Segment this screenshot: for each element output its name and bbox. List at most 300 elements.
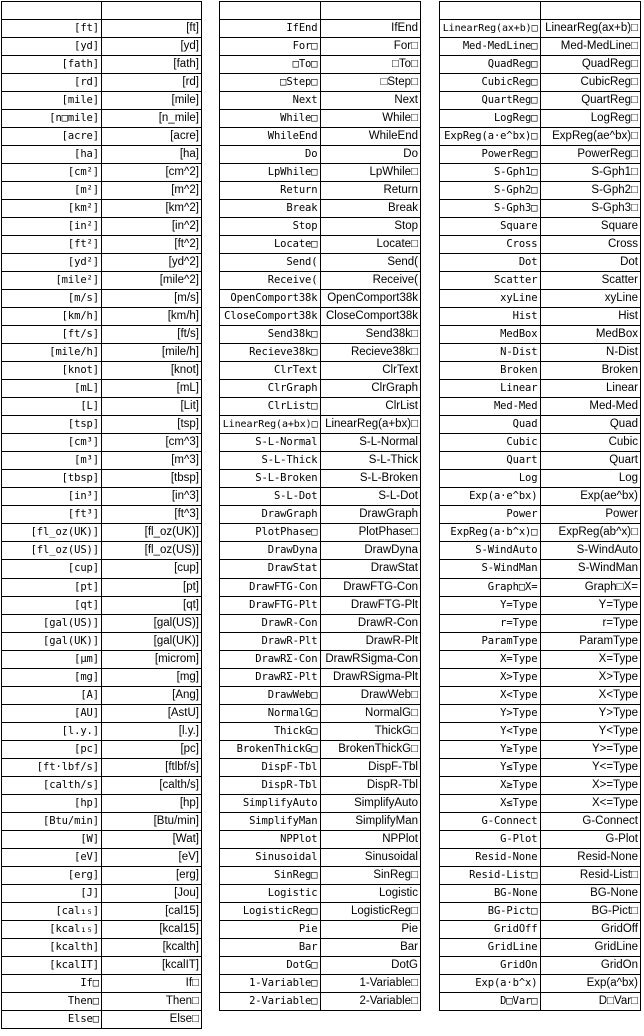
table-row <box>220 956 421 974</box>
token-cell: DispF-Tbl <box>220 758 321 776</box>
table-row <box>220 722 421 740</box>
text-cell: [Wat] <box>102 830 202 848</box>
text-cell: Send( <box>320 254 421 272</box>
table-row <box>220 452 421 470</box>
token-cell: [mg] <box>2 668 102 686</box>
table-row <box>220 938 421 956</box>
text-cell: □Step□ <box>320 74 421 92</box>
table-row <box>220 56 421 74</box>
table-row <box>220 326 421 344</box>
token-cell: Dot <box>440 254 541 272</box>
text-cell: [yd] <box>102 38 202 56</box>
table-row <box>220 506 421 524</box>
text-cell: Recieve38k□ <box>320 344 421 362</box>
table-row <box>440 956 641 974</box>
token-cell: [cup] <box>2 560 102 578</box>
token-cell: [pt] <box>2 578 102 596</box>
text-cell: Square <box>540 218 641 236</box>
token-cell: ClrList□ <box>220 398 321 416</box>
token-cell: [n□mile] <box>2 110 102 128</box>
text-cell: Return <box>320 182 421 200</box>
token-cell: [mile²] <box>2 272 102 290</box>
token-cell: Broken <box>440 362 541 380</box>
text-cell: Receive( <box>320 272 421 290</box>
table-row <box>440 830 641 848</box>
token-cell: [m³] <box>2 452 102 470</box>
token-cell: [in²] <box>2 218 102 236</box>
table-row <box>440 272 641 290</box>
table-row <box>2 74 202 92</box>
text-cell: Then□ <box>102 992 202 1010</box>
text-cell: MedBox <box>540 326 641 344</box>
table-row <box>440 920 641 938</box>
token-cell: G-Connect <box>440 812 541 830</box>
table-row <box>440 812 641 830</box>
text-cell: [yd^2] <box>102 254 202 272</box>
table-row <box>440 308 641 326</box>
text-cell: SimplifyAuto <box>320 794 421 812</box>
token-cell: Exp(a·e^bx) <box>440 488 541 506</box>
text-cell: IfEnd <box>320 20 421 38</box>
token-cell: [qt] <box>2 596 102 614</box>
table-row <box>220 758 421 776</box>
token-cell: [pc] <box>2 740 102 758</box>
text-cell: Else□ <box>102 1010 202 1028</box>
table-row <box>440 884 641 902</box>
table-row <box>220 470 421 488</box>
table-row <box>440 740 641 758</box>
text-cell: [ft/s] <box>102 326 202 344</box>
token-cell: NormalG□ <box>220 704 321 722</box>
token-cell: Y≤Type <box>440 758 541 776</box>
text-cell: [mL] <box>102 380 202 398</box>
text-cell: DrawStat <box>320 560 421 578</box>
table-row <box>2 254 202 272</box>
text-cell: [eV] <box>102 848 202 866</box>
token-cell: Scatter <box>440 272 541 290</box>
table-row <box>2 92 202 110</box>
text-cell: Stop <box>320 218 421 236</box>
text-cell: ExpReg(ab^x)□ <box>540 524 641 542</box>
text-cell: Resid-List□ <box>540 866 641 884</box>
token-cell: [m/s] <box>2 290 102 308</box>
text-cell: [pc] <box>102 740 202 758</box>
token-cell: DrawRΣ-Con <box>220 650 321 668</box>
token-cell: [fath] <box>2 56 102 74</box>
text-cell: [Jou] <box>102 884 202 902</box>
table-row <box>220 524 421 542</box>
token-cell: [cal₁₅] <box>2 902 102 920</box>
table-row <box>440 362 641 380</box>
table-row <box>440 236 641 254</box>
text-cell: [ft] <box>102 20 202 38</box>
text-cell: BG-None <box>540 884 641 902</box>
token-cell: DrawStat <box>220 560 321 578</box>
token-cell: [kcalth] <box>2 938 102 956</box>
token-cell: DrawFTG-Con <box>220 578 321 596</box>
text-cell: [kcalth] <box>102 938 202 956</box>
token-cell: [ha] <box>2 146 102 164</box>
text-cell: LinearReg(ax+b)□ <box>540 20 641 38</box>
table-row <box>2 686 202 704</box>
table-row <box>440 380 641 398</box>
table-row <box>440 938 641 956</box>
token-cell: Locate□ <box>220 236 321 254</box>
text-cell: Y<Type <box>540 722 641 740</box>
text-cell: Sinusoidal <box>320 848 421 866</box>
token-cell: r=Type <box>440 614 541 632</box>
table-row <box>440 416 641 434</box>
token-cell: DotG□ <box>220 956 321 974</box>
token-cell: DrawGraph <box>220 506 321 524</box>
table-row <box>2 830 202 848</box>
token-cell: MedBox <box>440 326 541 344</box>
header-text-cell <box>102 2 202 20</box>
table-row <box>2 740 202 758</box>
text-cell: [microm] <box>102 650 202 668</box>
token-cell: [Btu/min] <box>2 812 102 830</box>
table-row <box>2 398 202 416</box>
table-row <box>220 866 421 884</box>
text-cell: S-WindMan <box>540 560 641 578</box>
token-cell: Med-Med <box>440 398 541 416</box>
table-row <box>2 920 202 938</box>
token-cell: Do <box>220 146 321 164</box>
token-cell: 1-Variable□ <box>220 974 321 992</box>
token-cell: DrawWeb□ <box>220 686 321 704</box>
text-cell: Hist <box>540 308 641 326</box>
token-cell: [mile/h] <box>2 344 102 362</box>
token-cell: [W] <box>2 830 102 848</box>
token-cell: Exp(a·b^x) <box>440 974 541 992</box>
text-cell: [in^2] <box>102 218 202 236</box>
table-row <box>440 290 641 308</box>
token-cell: Cubic <box>440 434 541 452</box>
token-cell: Y≥Type <box>440 740 541 758</box>
text-cell: [mile/h] <box>102 344 202 362</box>
text-cell: Broken <box>540 362 641 380</box>
token-cell: IfEnd <box>220 20 321 38</box>
token-cell: [L] <box>2 398 102 416</box>
token-cell: [fl_oz(US)] <box>2 542 102 560</box>
token-cell: Stop <box>220 218 321 236</box>
text-cell: NPPlot <box>320 830 421 848</box>
text-cell: [cm^3] <box>102 434 202 452</box>
table-row <box>2 20 202 38</box>
token-cell: [m²] <box>2 182 102 200</box>
token-cell: [gal(US)] <box>2 614 102 632</box>
table-row <box>220 578 421 596</box>
table-row <box>220 272 421 290</box>
table-row <box>440 146 641 164</box>
text-cell: DrawGraph <box>320 506 421 524</box>
token-cell: Log <box>440 470 541 488</box>
text-cell: N-Dist <box>540 344 641 362</box>
table-row <box>2 128 202 146</box>
table-row <box>220 812 421 830</box>
text-cell: [gal(UK)] <box>102 632 202 650</box>
token-cell: [l.y.] <box>2 722 102 740</box>
text-cell: QuartReg□ <box>540 92 641 110</box>
table-row <box>440 704 641 722</box>
token-table-2 <box>219 1 421 1011</box>
token-cell: [knot] <box>2 362 102 380</box>
text-cell: [Ang] <box>102 686 202 704</box>
text-cell: [in^3] <box>102 488 202 506</box>
token-cell: D□Var□ <box>440 992 541 1010</box>
text-cell: Y<=Type <box>540 758 641 776</box>
text-cell: Bar <box>320 938 421 956</box>
token-cell: GridLine <box>440 938 541 956</box>
text-cell: ExpReg(ae^bx)□ <box>540 128 641 146</box>
table-row <box>440 524 641 542</box>
table-row <box>440 506 641 524</box>
table-row <box>2 38 202 56</box>
table-row <box>220 650 421 668</box>
token-cell: [gal(UK)] <box>2 632 102 650</box>
text-cell: DrawWeb□ <box>320 686 421 704</box>
text-cell: X>Type <box>540 668 641 686</box>
token-cell: DrawRΣ-Plt <box>220 668 321 686</box>
text-cell: [erg] <box>102 866 202 884</box>
table-row <box>2 542 202 560</box>
table-row <box>2 974 202 992</box>
token-cell: LogReg□ <box>440 110 541 128</box>
table-row <box>2 632 202 650</box>
table-row <box>2 938 202 956</box>
token-cell: [cm³] <box>2 434 102 452</box>
token-cell: ParamType <box>440 632 541 650</box>
text-cell: S-L-Broken <box>320 470 421 488</box>
table-row <box>2 812 202 830</box>
header-token-cell <box>220 2 321 20</box>
token-cell: [yd²] <box>2 254 102 272</box>
token-cell: ThickG□ <box>220 722 321 740</box>
token-cell: [erg] <box>2 866 102 884</box>
header-row <box>220 2 421 20</box>
text-cell: [mile] <box>102 92 202 110</box>
table-row <box>440 758 641 776</box>
text-cell: Locate□ <box>320 236 421 254</box>
text-cell: Med-MedLine□ <box>540 38 641 56</box>
table-row <box>220 776 421 794</box>
text-cell: S-L-Normal <box>320 434 421 452</box>
text-cell: [AstU] <box>102 704 202 722</box>
token-cell: Else□ <box>2 1010 102 1028</box>
text-cell: Y>=Type <box>540 740 641 758</box>
text-cell: □To□ <box>320 56 421 74</box>
table-row <box>440 344 641 362</box>
token-cell: Next <box>220 92 321 110</box>
text-cell: [cal15] <box>102 902 202 920</box>
table-row <box>440 38 641 56</box>
token-cell: [cm²] <box>2 164 102 182</box>
table-row <box>220 74 421 92</box>
token-cell: BG-None <box>440 884 541 902</box>
text-cell: ThickG□ <box>320 722 421 740</box>
text-cell: DrawFTG-Con <box>320 578 421 596</box>
token-cell: SimplifyMan <box>220 812 321 830</box>
table-row <box>440 632 641 650</box>
table-row <box>220 110 421 128</box>
text-cell: [fl_oz(US)] <box>102 542 202 560</box>
token-cell: NPPlot <box>220 830 321 848</box>
token-cell: Then□ <box>2 992 102 1010</box>
text-cell: Pie <box>320 920 421 938</box>
text-cell: Log <box>540 470 641 488</box>
token-cell: Hist <box>440 308 541 326</box>
token-cell: S-Gph1□ <box>440 164 541 182</box>
text-cell: [hp] <box>102 794 202 812</box>
table-row <box>2 182 202 200</box>
table-row <box>2 884 202 902</box>
token-cell: ExpReg(a·b^x)□ <box>440 524 541 542</box>
table-row <box>220 290 421 308</box>
token-cell: [km²] <box>2 200 102 218</box>
token-cell: SimplifyAuto <box>220 794 321 812</box>
table-row <box>440 488 641 506</box>
table-row <box>2 866 202 884</box>
token-cell: LogisticReg□ <box>220 902 321 920</box>
token-cell: Y>Type <box>440 704 541 722</box>
table-row <box>220 20 421 38</box>
text-cell: DispF-Tbl <box>320 758 421 776</box>
text-cell: S-WindAuto <box>540 542 641 560</box>
text-cell: CloseComport38k <box>320 308 421 326</box>
text-cell: Break <box>320 200 421 218</box>
text-cell: S-Gph2□ <box>540 182 641 200</box>
table-row <box>220 128 421 146</box>
table-row <box>220 614 421 632</box>
text-cell: DrawDyna <box>320 542 421 560</box>
table-row <box>2 218 202 236</box>
text-cell: If□ <box>102 974 202 992</box>
token-cell: [tbsp] <box>2 470 102 488</box>
table-row <box>2 848 202 866</box>
text-cell: Y=Type <box>540 596 641 614</box>
text-cell: LogReg□ <box>540 110 641 128</box>
token-cell: GridOff <box>440 920 541 938</box>
token-cell: LpWhile□ <box>220 164 321 182</box>
token-table-1-body <box>2 2 202 1029</box>
table-row <box>220 182 421 200</box>
table-row <box>220 992 421 1010</box>
table-row <box>440 20 641 38</box>
token-cell: CloseComport38k <box>220 308 321 326</box>
token-cell: BG-Pict□ <box>440 902 541 920</box>
table-row <box>440 128 641 146</box>
table-row <box>220 434 421 452</box>
table-row <box>440 326 641 344</box>
text-cell: [calth/s] <box>102 776 202 794</box>
table-row <box>220 146 421 164</box>
table-row <box>440 110 641 128</box>
token-cell: Return <box>220 182 321 200</box>
header-text-cell <box>540 2 641 20</box>
token-cell: GridOn <box>440 956 541 974</box>
text-cell: ClrList <box>320 398 421 416</box>
token-cell: Power <box>440 506 541 524</box>
text-cell: [acre] <box>102 128 202 146</box>
table-row <box>220 542 421 560</box>
table-row <box>2 722 202 740</box>
token-cell: G-Plot <box>440 830 541 848</box>
token-cell: [yd] <box>2 38 102 56</box>
token-cell: [calth/s] <box>2 776 102 794</box>
text-cell: [l.y.] <box>102 722 202 740</box>
text-cell: BG-Pict□ <box>540 902 641 920</box>
text-cell: [kcal15] <box>102 920 202 938</box>
token-cell: DispR-Tbl <box>220 776 321 794</box>
text-cell: While□ <box>320 110 421 128</box>
token-cell: [ft/s] <box>2 326 102 344</box>
token-cell: X=Type <box>440 650 541 668</box>
token-cell: Pie <box>220 920 321 938</box>
table-row <box>2 344 202 362</box>
text-cell: Quad <box>540 416 641 434</box>
table-row <box>220 884 421 902</box>
text-cell: QuadReg□ <box>540 56 641 74</box>
table-row <box>2 704 202 722</box>
token-cell: LinearReg(ax+b)□ <box>440 20 541 38</box>
table-row <box>220 164 421 182</box>
text-cell: PlotPhase□ <box>320 524 421 542</box>
text-cell: X<Type <box>540 686 641 704</box>
text-cell: S-Gph1□ <box>540 164 641 182</box>
token-table-3-body <box>440 2 641 1011</box>
token-cell: S-L-Broken <box>220 470 321 488</box>
text-cell: [tbsp] <box>102 470 202 488</box>
token-cell: [tsp] <box>2 416 102 434</box>
table-row <box>220 254 421 272</box>
table-row <box>440 848 641 866</box>
token-cell: [km/h] <box>2 308 102 326</box>
token-cell: ExpReg(a·e^bx)□ <box>440 128 541 146</box>
token-cell: S-L-Normal <box>220 434 321 452</box>
table-row <box>220 38 421 56</box>
token-cell: Send( <box>220 254 321 272</box>
table-row <box>220 488 421 506</box>
text-cell: 1-Variable□ <box>320 974 421 992</box>
table-row <box>220 308 421 326</box>
header-token-cell <box>440 2 541 20</box>
table-row <box>2 524 202 542</box>
table-row <box>440 542 641 560</box>
token-cell: S-Gph3□ <box>440 200 541 218</box>
table-row <box>2 992 202 1010</box>
table-row <box>2 956 202 974</box>
token-cell: N-Dist <box>440 344 541 362</box>
token-cell: [fl_oz(UK)] <box>2 524 102 542</box>
header-row <box>2 2 202 20</box>
text-cell: DispR-Tbl <box>320 776 421 794</box>
token-cell: Graph□X= <box>440 578 541 596</box>
text-cell: [ftlbf/s] <box>102 758 202 776</box>
token-cell: If□ <box>2 974 102 992</box>
token-cell: [ft³] <box>2 506 102 524</box>
table-row <box>440 218 641 236</box>
text-cell: [knot] <box>102 362 202 380</box>
token-cell: [kcalIT] <box>2 956 102 974</box>
token-cell: [AU] <box>2 704 102 722</box>
text-cell: DrawRSigma-Plt <box>320 668 421 686</box>
token-cell: Med-MedLine□ <box>440 38 541 56</box>
token-cell: WhileEnd <box>220 128 321 146</box>
text-cell: PowerReg□ <box>540 146 641 164</box>
table-row <box>2 164 202 182</box>
text-cell: [fl_oz(UK)] <box>102 524 202 542</box>
token-cell: Resid-List□ <box>440 866 541 884</box>
